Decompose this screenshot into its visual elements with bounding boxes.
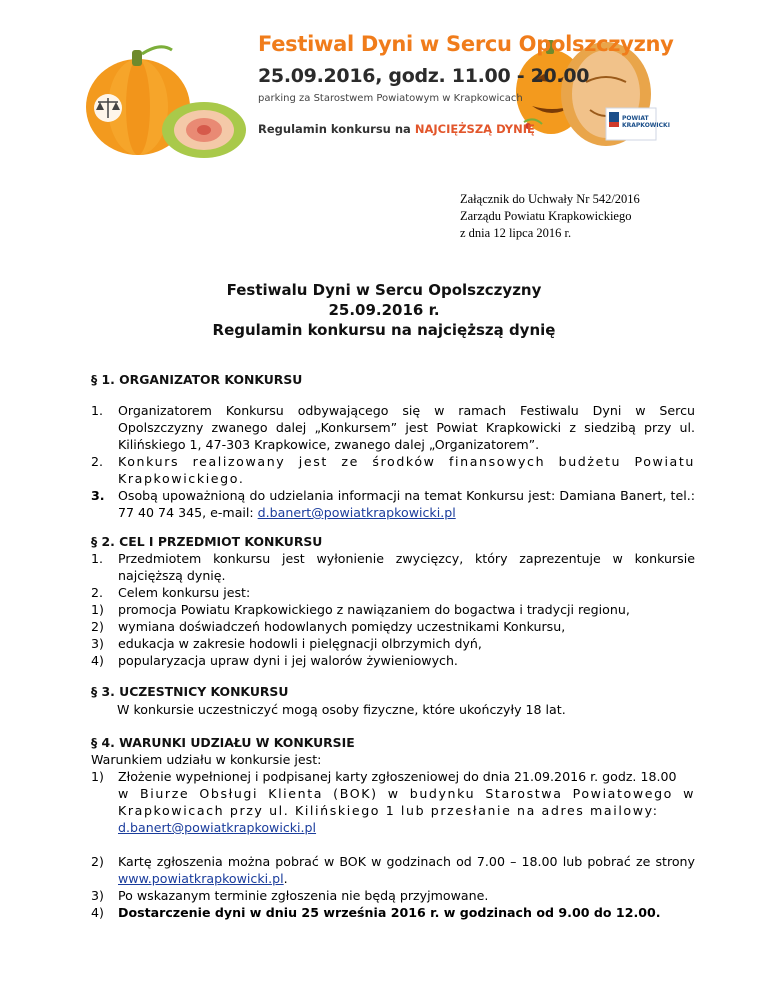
attachment-note [460, 191, 640, 242]
s4-item-2-text [118, 853, 695, 887]
s4-item-3-num: 3) [91, 888, 104, 903]
s2-goal-4-num: 4) [91, 653, 104, 668]
s4-item-2-end: . [283, 871, 288, 886]
section-2-heading: § 2. CEL I PRZEDMIOT KONKURSU [91, 534, 323, 549]
s4-item-1 [91, 768, 695, 836]
s1-item-1 [91, 402, 695, 453]
submission-email-link[interactable]: d.banert@powiatkrapkowicki.pl [118, 820, 317, 835]
s2-item-1-num: 1. [91, 551, 104, 566]
logo-text [622, 115, 670, 129]
s4-item-4-num: 4) [91, 905, 104, 920]
contact-email-link[interactable]: d.banert@powiatkrapkowicki.pl [257, 505, 456, 520]
banner-regulation [258, 122, 535, 136]
s4-item-2-body: Kartę zgłoszenia można pobrać w BOK w godzinach od 7.00 – 18.00 lub pobrać ze strony [118, 854, 695, 869]
section-4-heading: § 4. WARUNKI UDZIAŁU W KONKURSIE [91, 735, 355, 750]
s2-goal-1-text: promocja Powiatu Krapkowickiego z nawiązaniem do bogactwa i tradycji regionu, [118, 602, 630, 617]
s4-item-4 [91, 904, 695, 921]
s2-goal-3-text: edukacja w zakresie hodowli i pielęgnacji olbrzymich dyń, [118, 636, 482, 651]
s2-goal-3 [91, 635, 695, 652]
s3-text: W konkursie uczestniczyć mogą osoby fizyczne, które ukończyły 18 lat. [117, 702, 566, 717]
section-3-heading: § 3. UCZESTNICY KONKURSU [91, 684, 289, 699]
s1-item-2-text: Konkurs realizowany jest ze środków finansowych budżetu Powiatu Krapkowickiego. [118, 454, 695, 486]
banner-place: parking za Starostwem Powiatowym w Krapkowicach [258, 93, 523, 104]
s1-item-2 [91, 453, 695, 487]
s4-intro: Warunkiem udziału w konkursie jest: [91, 752, 322, 767]
s2-item-1 [91, 550, 695, 584]
s2-item-2-text: Celem konkursu jest: [118, 585, 251, 600]
website-link[interactable]: www.powiatkrapkowicki.pl [118, 871, 284, 886]
s1-item-3 [91, 487, 695, 521]
s4-item-1-line1: Złożenie wypełnionej i podpisanej karty zgłoszeniowej do dnia 21.09.2016 r. godz. 18.00 [118, 769, 677, 784]
s2-goal-1 [91, 601, 695, 618]
title-line1: Festiwalu Dyni w Sercu Opolszczyzny [226, 281, 542, 299]
banner-title: Festiwal Dyni w Sercu Opolszczyzny [258, 32, 674, 56]
s1-item-1-num: 1. [91, 403, 104, 418]
logo-line1: POWIAT [622, 115, 649, 122]
carved-melon-illustration [162, 102, 246, 158]
attachment-line2: Zarządu Powiatu Krapkowickiego [460, 209, 632, 223]
s4-item-1-email-row [118, 819, 695, 836]
s4-item-3-text: Po wskazanym terminie zgłoszenia nie będą przyjmowane. [118, 888, 489, 903]
s2-item-2-num: 2. [91, 585, 104, 600]
banner-date: 25.09.2016, godz. 11.00 - 20.00 [258, 65, 590, 87]
s2-goal-1-num: 1) [91, 602, 104, 617]
title-line2: 25.09.2016 r. [328, 301, 440, 319]
s1-item-3-num: 3. [91, 488, 105, 503]
s4-item-3 [91, 887, 695, 904]
s2-item-1-text: Przedmiotem konkursu jest wyłonienie zwycięzcy, który zaprezentuje w konkursie najcięższą dynię. [118, 551, 695, 583]
s2-goal-4-text: popularyzacja upraw dyni i jej walorów żywieniowych. [118, 653, 458, 668]
s2-goal-2-text: wymiana doświadczeń hodowlanych pomiędzy uczestnikami Konkursu, [118, 619, 566, 634]
section-1-heading: § 1. ORGANIZATOR KONKURSU [91, 372, 303, 387]
attachment-line3: z dnia 12 lipca 2016 r. [460, 226, 572, 240]
s4-item-1-num: 1) [91, 769, 104, 784]
s2-goal-3-num: 3) [91, 636, 104, 651]
logo-line2: KRAPKOWICKI [622, 122, 670, 129]
s4-item-1-line2: w Biurze Obsługi Klienta (BOK) w budynku Starostwa Powiatowego w Krapkowicach przy ul. Kilińskiego 1 lub przesłanie na adres mailowy: [118, 786, 695, 818]
s2-goal-2 [91, 618, 695, 635]
s1-item-3-text [118, 487, 695, 521]
s4-item-4-text: Dostarczenie dyni w dniu 25 września 2016 r. w godzinach od 9.00 do 12.00. [118, 905, 661, 920]
s2-item-2 [91, 584, 695, 601]
banner-regulation-prefix: Regulamin konkursu na [258, 122, 411, 136]
title-line3: Regulamin konkursu na najcięższą dynię [212, 321, 556, 339]
s2-goal-4 [91, 652, 695, 669]
banner-regulation-highlight: NAJCIĘŻSZĄ DYNIĘ [414, 122, 535, 136]
attachment-line1: Załącznik do Uchwały Nr 542/2016 [460, 192, 640, 206]
s4-item-2 [91, 853, 695, 887]
s1-item-3-body: Osobą upoważnioną do udzielania informacji na temat Konkursu jest: Damiana Banert, tel.: 77 40 74 345, e-mail: [118, 488, 695, 520]
s2-goal-2-num: 2) [91, 619, 104, 634]
s4-item-2-num: 2) [91, 854, 104, 869]
s1-item-1-text: Organizatorem Konkursu odbywającego się w ramach Festiwalu Dyni w Sercu Opolszczyzny zwanego dalej „Konkursem” jest Powiat Krapkowicki z siedzibą przy ul. Kilińskiego 1, 47-303 Krapkowice, zwanego dalej „Organizatorem”. [118, 403, 695, 452]
s1-item-2-num: 2. [91, 454, 104, 469]
festival-banner [86, 22, 686, 167]
document-title [0, 280, 768, 340]
